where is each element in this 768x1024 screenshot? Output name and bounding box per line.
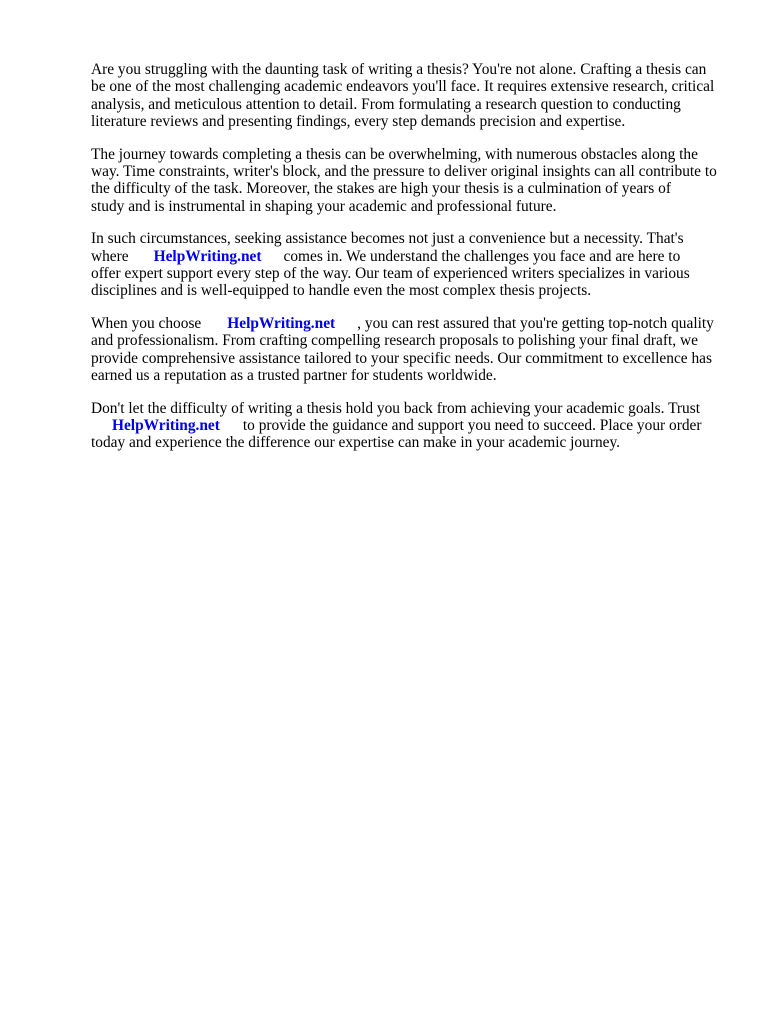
text-line: earned us a reputation as a trusted partner for students worldwide.: [91, 366, 497, 384]
helpwriting-link[interactable]: HelpWriting.net: [112, 417, 220, 435]
text-line: today and experience the difference our expertise can make in your academic journey.: [91, 434, 621, 452]
helpwriting-link[interactable]: HelpWriting.net: [227, 315, 336, 333]
text-fragment: , you can rest assured that you're getting top-notch quality: [357, 315, 714, 333]
text-line: and professionalism. From crafting compelling research proposals to polishing your final draft, we: [91, 332, 698, 350]
text-fragment: where: [91, 247, 129, 265]
text-line: the difficulty of the task. Moreover, the stakes are high your thesis is a culmination of years of: [91, 180, 671, 198]
text-line: Are you struggling with the daunting task of writing a thesis? You're not alone. Crafting a thesis can: [91, 61, 707, 78]
text-line: Don't let the difficulty of writing a thesis hold you back from achieving your academic goals. Trust: [91, 399, 701, 417]
text-line: [91, 315, 731, 332]
helpwriting-link[interactable]: HelpWriting.net: [153, 247, 262, 265]
document-body: [91, 61, 731, 467]
text-line: literature reviews and presenting findings, every step demands precision and expertise.: [91, 112, 626, 130]
paragraph-circumstances: [91, 230, 731, 299]
text-line: analysis, and meticulous attention to detail. From formulating a research question to conducting: [91, 95, 681, 113]
text-line: [91, 248, 731, 265]
text-fragment: comes in. We understand the challenges you face and are here to: [283, 247, 681, 265]
paragraph-choose: [91, 315, 731, 384]
paragraph-journey: [91, 146, 731, 215]
text-line: The journey towards completing a thesis can be overwhelming, with numerous obstacles along the: [91, 145, 698, 163]
text-fragment: to provide the guidance and support you need to succeed. Place your order: [242, 417, 702, 435]
paragraph-trust: [91, 400, 731, 452]
text-line: disciplines and is well-equipped to handle even the most complex thesis projects.: [91, 282, 592, 300]
text-fragment: When you choose: [91, 315, 202, 333]
text-line: be one of the most challenging academic endeavors you'll face. It requires extensive research, critical: [91, 78, 715, 96]
text-line: offer expert support every step of the way. Our team of experienced writers specializes in various: [91, 264, 690, 282]
text-line: way. Time constraints, writer's block, and the pressure to deliver original insights can all contribute to: [91, 162, 717, 180]
text-line: In such circumstances, seeking assistance becomes not just a convenience but a necessity. That's: [91, 230, 684, 248]
text-line: provide comprehensive assistance tailored to your specific needs. Our commitment to excellence has: [91, 349, 712, 367]
text-line: study and is instrumental in shaping your academic and professional future.: [91, 197, 557, 215]
paragraph-intro: [91, 61, 731, 130]
text-line: [91, 417, 731, 434]
